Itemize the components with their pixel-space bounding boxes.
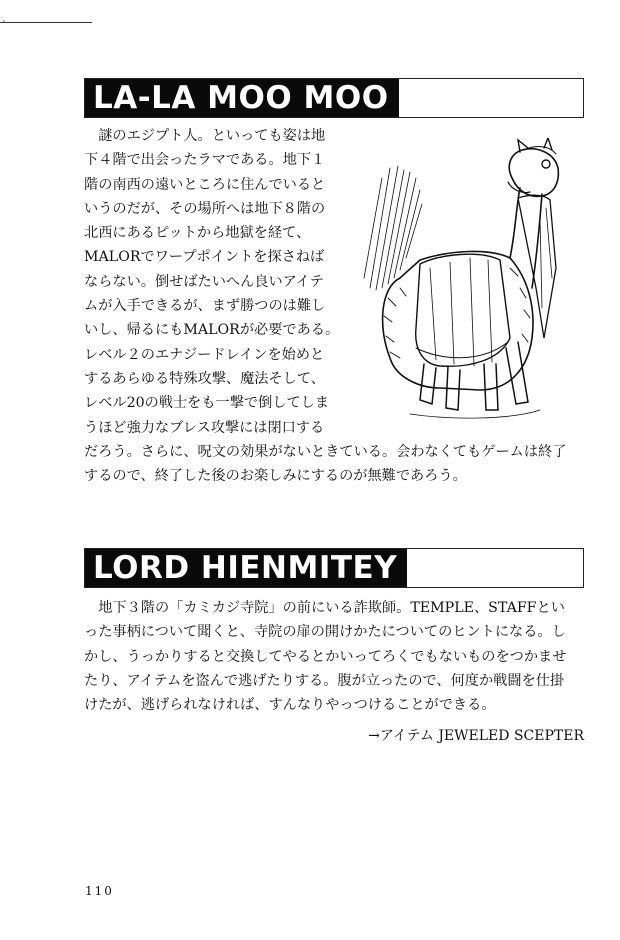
text-line: だろう。さらに、呪文の効果がないときている。会わなくてもゲームは終了: [84, 443, 567, 460]
text-line: するので、終了した後のお楽しみにするのが無難であろう。: [84, 468, 467, 485]
text-line: レベル２のエナジードレインを始めと: [84, 346, 325, 363]
entry-title-bar: [84, 78, 584, 118]
text-line: かし、うっかりすると交換してやるとかいってろくでもないものをつかませ: [84, 648, 567, 665]
hatching: [364, 166, 422, 290]
text-line: レベル20の戦士をも一撃で倒してしま: [84, 395, 330, 412]
llama-legs: [420, 342, 528, 410]
corner-mark: 、: [2, 14, 12, 25]
entry-lordhienmitey: [84, 548, 584, 588]
text-line: 謎のエジプト人。といっても姿は地: [84, 128, 326, 144]
text-line: たり、アイテムを盗んで逃げたりする。腹が立ったので、何度か戦闘を仕掛: [84, 672, 565, 689]
entry-title-bar: [84, 548, 584, 588]
llama-scarf: [518, 195, 556, 338]
text-line: うほど強力なブレス攻撃には閉口する: [84, 419, 325, 436]
item-reference: →アイテム JEWELED SCEPTER: [368, 728, 584, 744]
entry-description: [84, 596, 584, 717]
text-line: 地下３階の「カミカジ寺院」の前にいる詐欺師。TEMPLE、STAFFとい: [84, 600, 565, 616]
text-line: いうのだが、その場所へは地下８階の: [84, 200, 326, 217]
text-line: 北西にあるピットから地獄を経て、: [84, 225, 311, 242]
text-line: MALORでワープポイントを探さねば: [84, 249, 325, 266]
text-line: いし、帰るにもMALORが必要である。: [84, 322, 340, 339]
entry-title: LORD HIENMITEY: [85, 549, 407, 587]
text-line: ムが入手できるが、まず勝つのは難し: [84, 298, 326, 315]
entry-title: LA-LA MOO MOO: [85, 79, 399, 117]
llama-head: [509, 149, 558, 197]
text-line: 下４階で出会ったラマである。地下１: [84, 152, 326, 169]
entry-lalamoomoo: [84, 78, 584, 118]
page-corner-rule: [0, 22, 92, 23]
text-line: するあらゆる特殊攻撃、魔法そして、: [84, 370, 325, 387]
page-number: 110: [85, 884, 114, 898]
text-line: 階の南西の遠いところに住んでいると: [84, 176, 326, 193]
llama-illustration: [360, 138, 586, 438]
text-line: ならない。倒せばたいへん良いアイテ: [84, 273, 324, 290]
text-line: けたが、逃げられなければ、すんなりやっつけることができる。: [84, 697, 496, 714]
text-line: った事柄について聞くと、寺院の扉の開けかたについてのヒントになる。し: [84, 624, 566, 641]
